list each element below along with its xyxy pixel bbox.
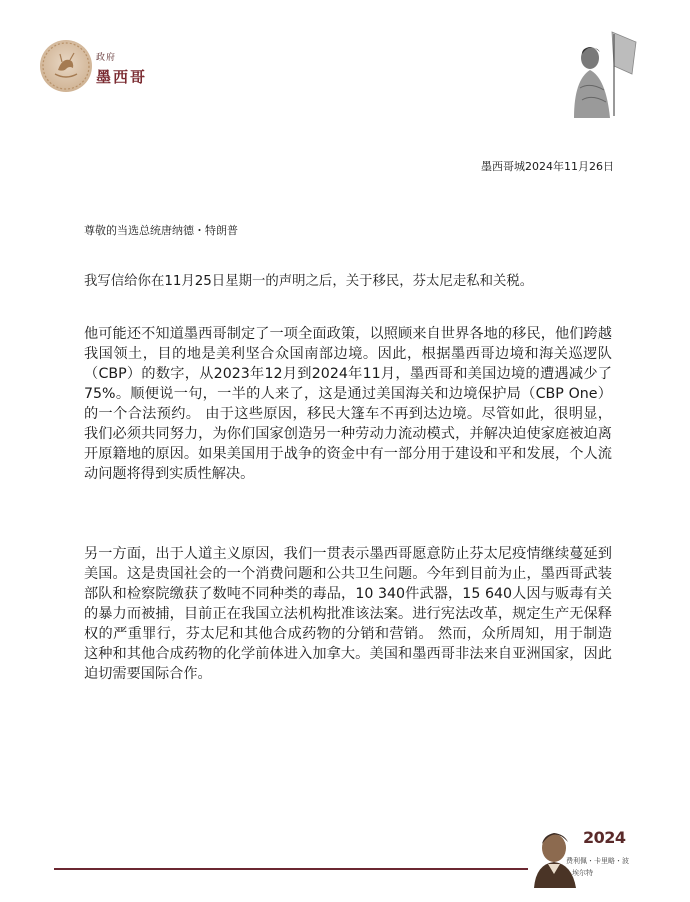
footer-caption: 费利佩・卡里略・波 [566,857,629,865]
letter-date: 墨西哥城2024年11月26日 [481,160,614,173]
paragraph-intro: 我写信给你在11月25日星期一的声明之后，关于移民，芬太尼走私和关税。 [84,274,534,289]
paragraph-migration: 他可能还不知道墨西哥制定了一项全面政策，以照顾来自世界各地的移民，他们跨越我国领土，目的地是美利坚合众国南部边境。因此，根据墨西哥边境和海关巡逻队（CBP）的数字，从2023年12月到2024年11月，墨西哥和美国边境的遭遇减少了75%。顺便说一句，一半的人来了，这是通过美国海关和边境保护局（CBP One）的一个合法预约。 由于这些原因，移民大篷车不再到达边境。尽管如此，很明显，我们必须共同努力，为你们国家创造另一种劳动力流动模式，并解决迫使家庭被迫离开原籍地的原因。如果美国用于战争的资金中有一部分用于建设和平和发展，个人流动问题将得到实质性解决。 [84,326,612,482]
letter-salutation: 尊敬的当选总统唐纳德・特朗普 [84,224,238,237]
government-heading [96,50,147,87]
woman-with-flag-emblem-icon [552,28,644,120]
footer-year: 2024 [583,828,626,847]
footer-divider [54,868,528,870]
paragraph-fentanyl: 另一方面，出于人道主义原因，我们一贯表示墨西哥愿意防止芬太尼疫情继续蔓延到美国。这是贵国社会的一个消费问题和公共卫生问题。今年到目前为止，墨西哥武装部队和检察院缴获了数吨不同种类的毒品，10 340件武器，15 640人因与贩毒有关的暴力而被捕，目前正在我国立法机构批准该法案。进行宪法改革，规定生产无保释权的严重罪行，芬太尼和其他合成药物的分销和营销。 然而，众所周知，用于制造这种和其他合成药物的化学前体进入加拿大。美国和墨西哥非法来自亚洲国家，因此迫切需要国际合作。 [84,546,612,682]
footer-caption-secondary: 埃尔特 [572,869,593,877]
gov-label: 政府 [96,53,117,63]
coat-of-arms-icon [40,40,92,92]
gov-name: 墨西哥 [96,68,148,86]
